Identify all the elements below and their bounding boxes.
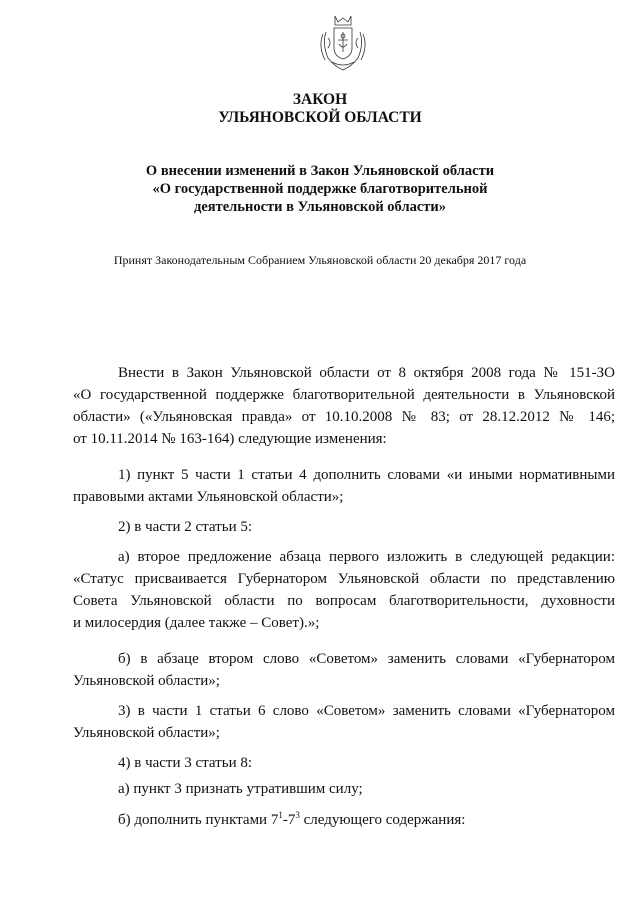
paragraph-9-dash: -7	[282, 812, 296, 828]
superscript-1: 1	[278, 810, 283, 820]
superscript-2: 3	[295, 810, 300, 820]
paragraph-5-line1: б) в абзаце втором слово «Советом» заменить словами «Губернатором	[118, 651, 615, 667]
paragraph-6-line2: Ульяновской области»;	[73, 725, 220, 741]
paragraph-3: 2) в части 2 статьи 5:	[118, 519, 253, 535]
paragraph-4-line4: и милосердия (далее также – Совет).»;	[73, 615, 320, 631]
law-title-line1: ЗАКОН	[292, 91, 348, 108]
subject-line3: деятельности в Ульяновской области»	[194, 199, 446, 215]
paragraph-4-line2: «Статус присваивается Губернатором Ульяновской области по представлению	[73, 571, 615, 587]
paragraph-9-prefix: б) дополнить пунктами 7	[118, 812, 279, 828]
paragraph-4-line3: Совета Ульяновской области по вопросам благотворительности, духовности	[73, 593, 615, 609]
paragraph-7: 4) в части 3 статьи 8:	[118, 755, 253, 771]
adoption-note: Принят Законодательным Собранием Ульяновской области 20 декабря 2017 года	[113, 253, 527, 267]
paragraph-2-line1: 1) пункт 5 части 1 статьи 4 дополнить словами «и иными нормативными	[118, 467, 615, 483]
ulyanovsk-coat-of-arms-icon	[314, 14, 372, 74]
law-title-line2: УЛЬЯНОВСКОЙ ОБЛАСТИ	[218, 109, 422, 126]
paragraph-4-line1: а) второе предложение абзаца первого изложить в следующей редакции:	[118, 549, 615, 565]
paragraph-6-line1: 3) в части 1 статьи 6 слово «Советом» заменить словами «Губернатором	[118, 703, 615, 719]
paragraph-9-suffix: следующего содержания:	[299, 812, 466, 828]
paragraph-8: а) пункт 3 признать утратившим силу;	[118, 781, 363, 797]
paragraph-2-line2: правовыми актами Ульяновской области»;	[73, 489, 344, 505]
paragraph-5-line2: Ульяновской области»;	[73, 673, 220, 689]
paragraph-1-line1: Внести в Закон Ульяновской области от 8 октября 2008 года № 151-ЗО	[118, 365, 615, 381]
subject-line2: «О государственной поддержке благотворительной	[152, 181, 488, 197]
paragraph-1-line2: «О государственной поддержке благотворительной деятельности в Ульяновской	[73, 387, 615, 403]
subject-line1: О внесении изменений в Закон Ульяновской области	[145, 163, 495, 179]
paragraph-9	[118, 804, 615, 831]
paragraph-1-line4: от 10.11.2014 № 163-164) следующие изменения:	[73, 431, 387, 447]
paragraph-1-line3: области» («Ульяновская правда» от 10.10.2008 № 83; от 28.12.2012 № 146;	[73, 409, 615, 425]
